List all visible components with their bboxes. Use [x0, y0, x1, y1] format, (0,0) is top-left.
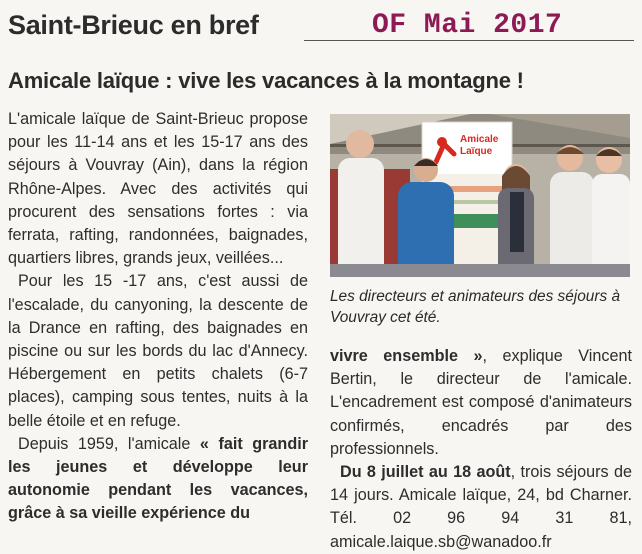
photo-caption: Les directeurs et animateurs des séjours à Vouvray cet été. — [330, 288, 621, 326]
paragraph-intro: L'amicale laïque de Saint-Brieuc propose pour les 11-14 ans et les 15-17 ans des séjours à Vouvray (Ain), dans la région Rhône-Alpes. Avec des activités qui procurent des sensations fortes : via ferrata, rafting, randonnées, baignades, quartiers libres, grands jeux, veillées... — [8, 110, 308, 268]
banner-line-2: Laïque — [460, 146, 493, 157]
paragraph-quote-cont — [330, 345, 632, 461]
section-title: Saint-Brieuc en bref — [8, 10, 259, 40]
article-column-left — [8, 108, 308, 526]
article-column-right — [330, 345, 632, 554]
group-photo — [330, 114, 630, 277]
dates-highlight: Du 8 juillet au 18 août — [340, 463, 511, 482]
quote-attribution: , explique Vincent Bertin, le directeur de l'amicale. L'encadrement est composé d'animateurs confirmés, encadrés par des professionnels. — [330, 347, 632, 458]
date-stamp: OF Mai 2017 — [372, 10, 563, 41]
paragraph-practical — [330, 461, 632, 554]
banner-line-1: Amicale — [460, 134, 499, 145]
practical-info: , trois séjours de 14 jours. Amicale laïque, 24, bd Charner. Tél. 02 96 94 31 81, amicale.laique.sb@wanadoo.fr — [330, 463, 632, 551]
paragraph-activities: Pour les 15 -17 ans, c'est aussi de l'escalade, du canyoning, la descente de la Drance en rafting, des baignades en piscine ou sur les bords du lac d'Annecy. Hébergement en petits chalets (6-7 places), camping sous tentes, nuits à la belle étoile et en refuge. — [8, 272, 308, 430]
paragraph-quote — [8, 433, 308, 526]
quote-lead-in: Depuis 1959, l'amicale — [18, 434, 200, 453]
quote-part-1: « fait grandir les jeunes et développe leur autonomie pendant les vacances, grâce à sa vieille expérience du — [8, 434, 309, 523]
article-headline: Amicale laïque : vive les vacances à la montagne ! — [8, 68, 524, 93]
header-rule — [304, 40, 634, 41]
quote-part-2: vivre ensemble » — [330, 347, 483, 365]
